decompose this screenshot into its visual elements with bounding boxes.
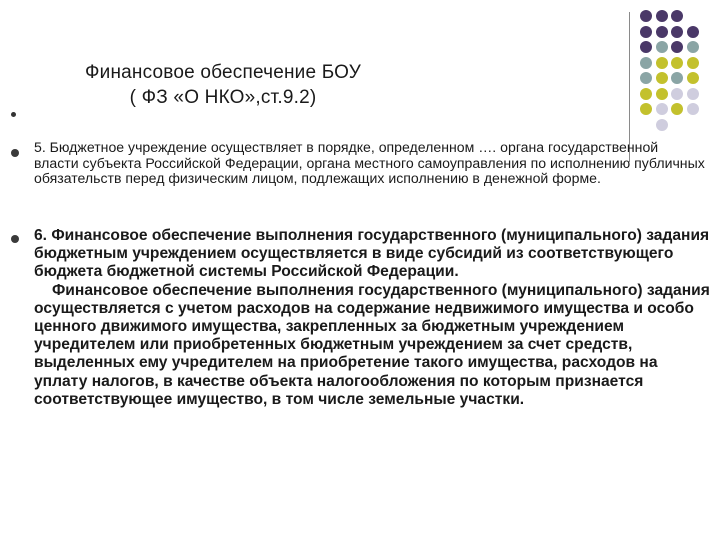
decor-dot bbox=[640, 72, 652, 84]
decor-dot bbox=[656, 57, 668, 69]
decor-dot bbox=[687, 41, 699, 53]
decor-dot bbox=[656, 41, 668, 53]
decor-dot bbox=[640, 103, 652, 115]
empty-bullet-icon bbox=[11, 112, 16, 117]
decorative-dot-grid bbox=[640, 10, 712, 110]
decor-dot bbox=[671, 10, 683, 22]
decor-dot bbox=[656, 10, 668, 22]
decor-dot bbox=[687, 103, 699, 115]
decor-dot bbox=[656, 26, 668, 38]
decor-dot bbox=[640, 10, 652, 22]
decor-dot bbox=[687, 57, 699, 69]
decor-dot bbox=[656, 119, 668, 131]
decor-dot bbox=[656, 88, 668, 100]
decor-dot bbox=[671, 41, 683, 53]
decor-dot bbox=[671, 57, 683, 69]
decor-dot bbox=[656, 103, 668, 115]
bullet-icon bbox=[11, 235, 19, 243]
decor-dot bbox=[671, 103, 683, 115]
bullet-icon bbox=[11, 149, 19, 157]
list-item-6 bbox=[34, 227, 710, 409]
slide-title-line-2: ( ФЗ «О НКО»,ст.9.2) bbox=[129, 87, 317, 108]
decor-dot bbox=[640, 26, 652, 38]
decor-dot bbox=[640, 57, 652, 69]
decor-dot bbox=[687, 88, 699, 100]
list-item-6-text-part2: Финансовое обеспечение выполнения государственного (муниципального) задания осуществляется с учетом расходов на содержание недвижимого имущества и особо ценного движимого имущества, закрепленных за бюджетным учреждением учредителем или приобретенных бюджетным учреждением за счет средств, выделенных ему учредителем на приобретение такого имущества, расходов на уплату налогов, в качестве объекта налогообложения по которым признается соответствующее имущество, в том числе земельные участки. bbox=[34, 281, 710, 408]
decor-dot bbox=[656, 72, 668, 84]
slide-title bbox=[38, 60, 408, 110]
decor-dot bbox=[687, 26, 699, 38]
decor-dot bbox=[640, 88, 652, 100]
decor-dot bbox=[671, 88, 683, 100]
decor-dot bbox=[687, 72, 699, 84]
decor-dot bbox=[640, 41, 652, 53]
decor-dot bbox=[671, 72, 683, 84]
list-item-5: 5. Бюджетное учреждение осуществляет в порядке, определенном …. органа государственной власти субъекта Российской Федерации, органа местного самоуправления по исполнению публичных обязательств перед физическим лицом, подлежащих исполнению в денежной форме. bbox=[34, 139, 705, 186]
list-item-6-text-part1: 6. Финансовое обеспечение выполнения государственного (муниципального) задания бюджетным учреждением осуществляется в виде субсидий из соответствующего бюджета бюджетной системы Российской Федерации. bbox=[34, 227, 710, 281]
slide-title-line-1: Финансовое обеспечение БОУ bbox=[84, 62, 361, 83]
decor-dot bbox=[671, 26, 683, 38]
